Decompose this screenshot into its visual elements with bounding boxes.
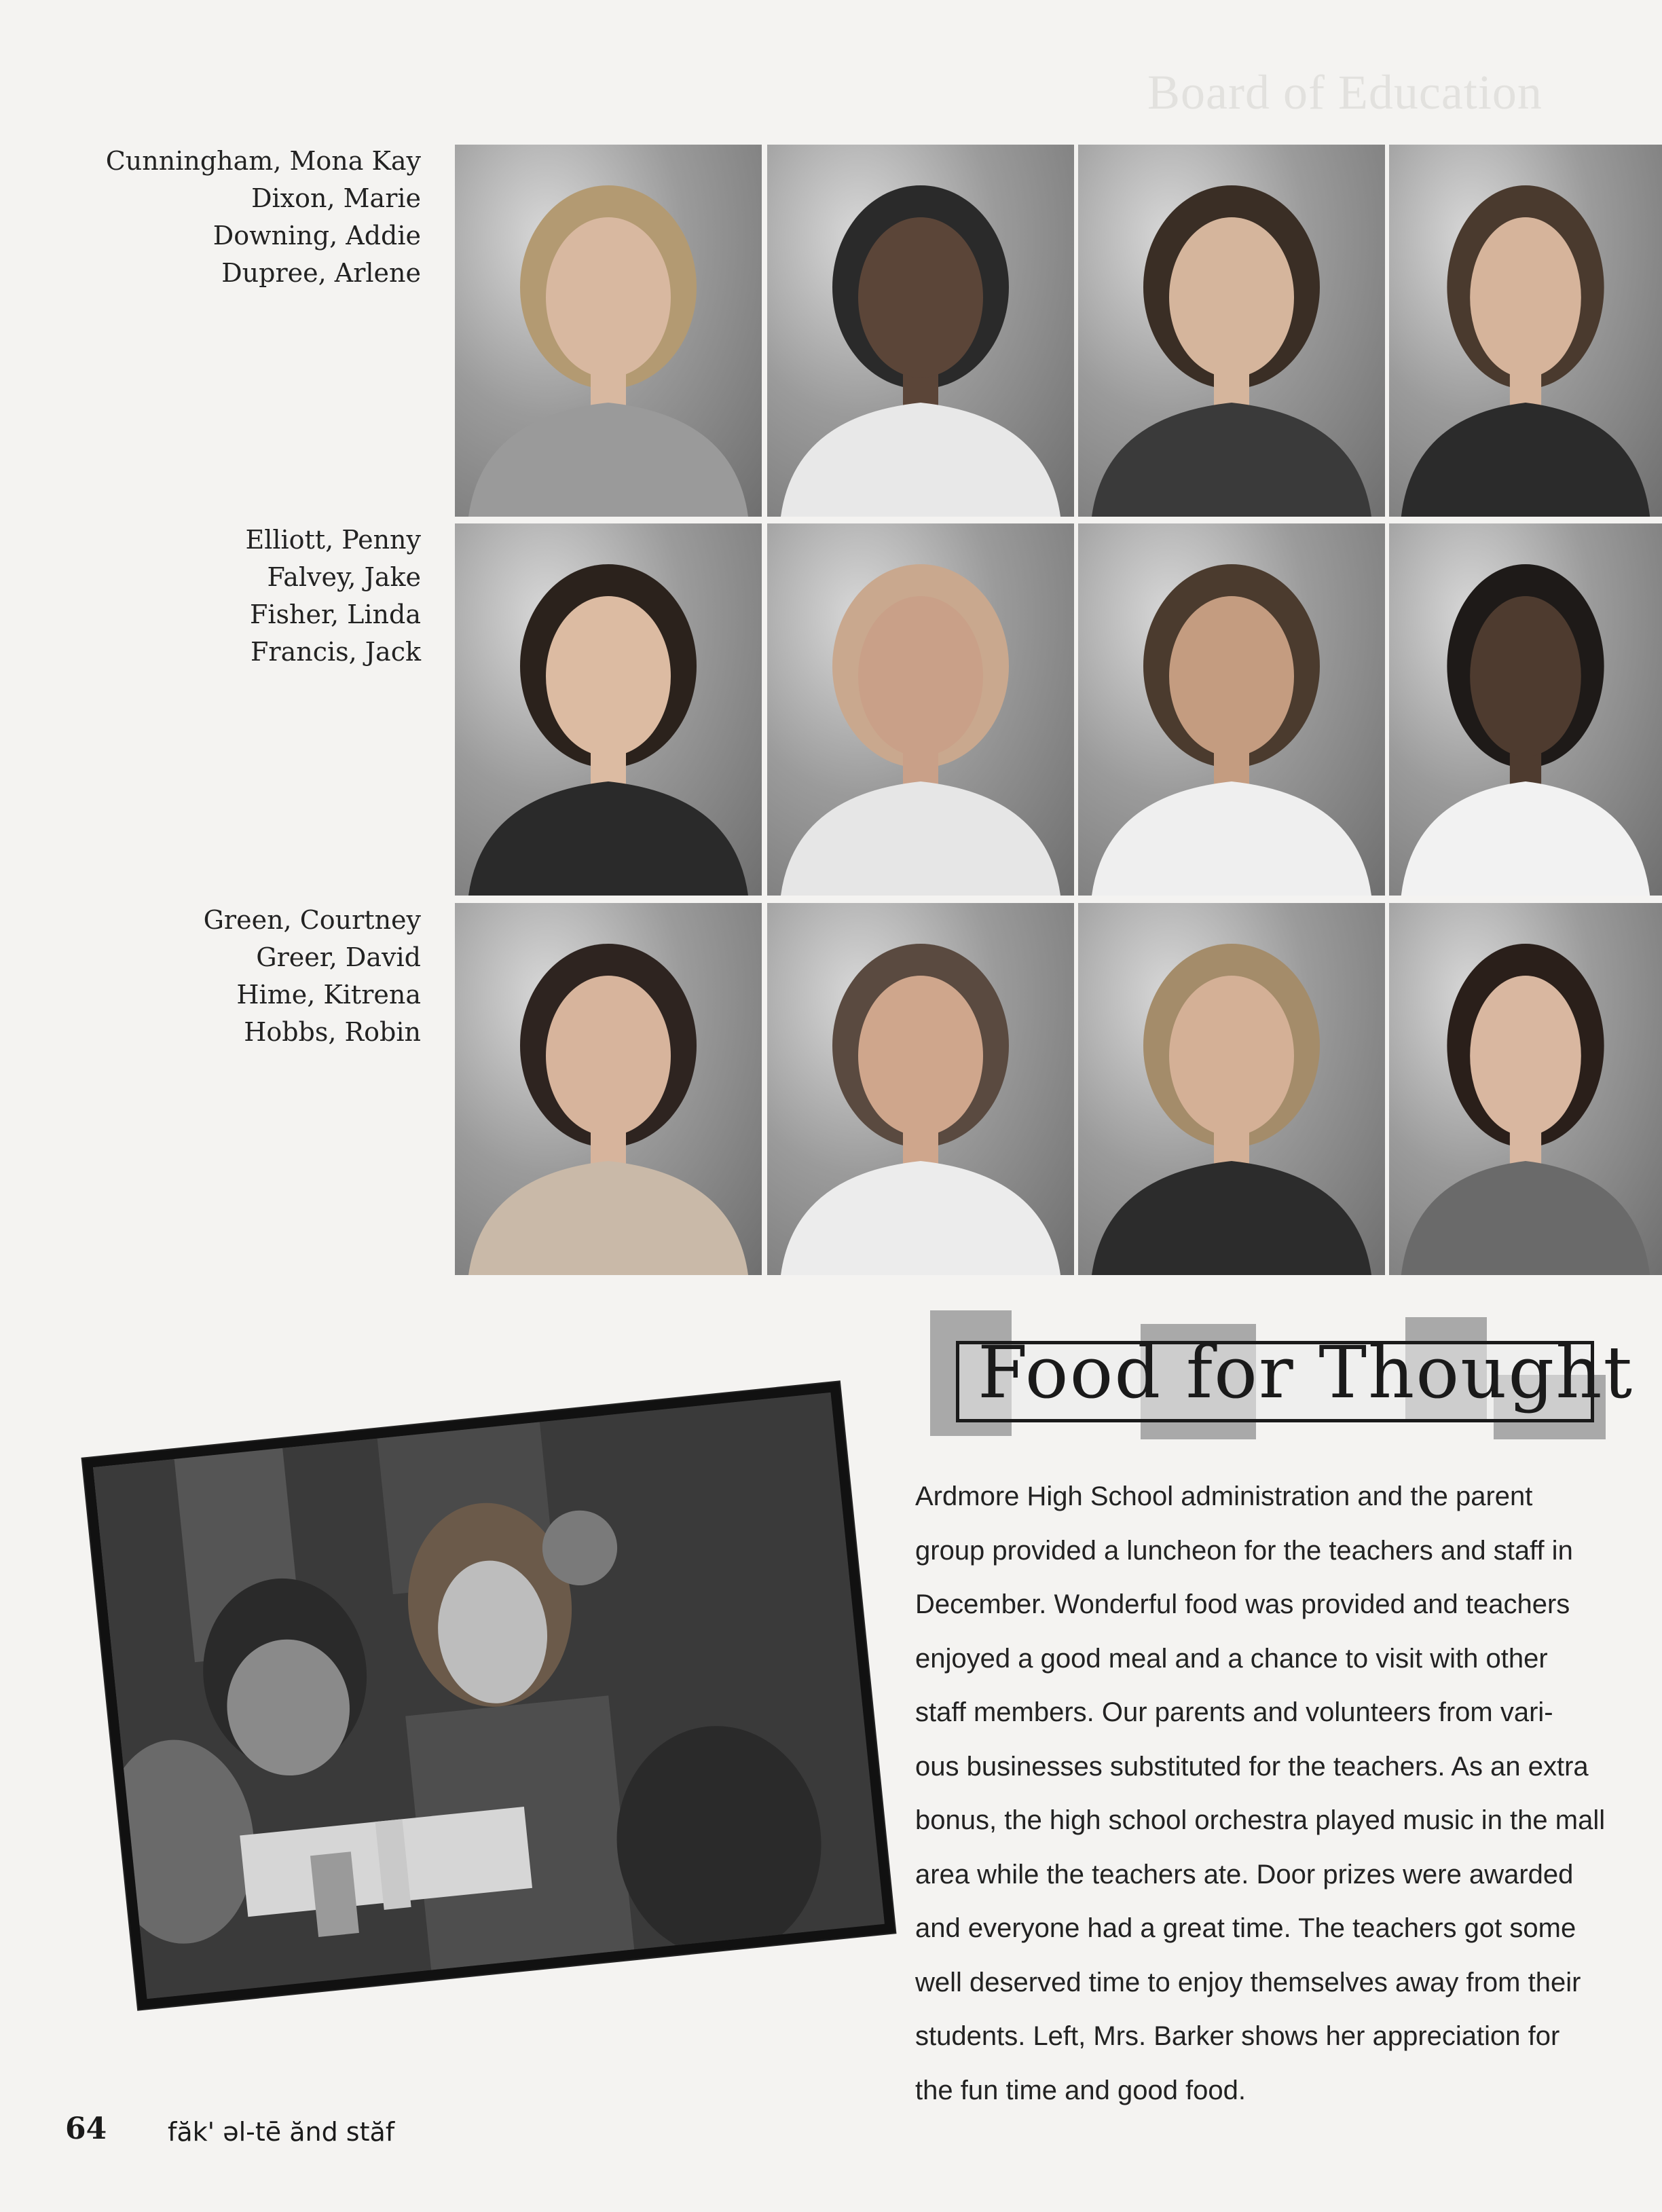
staff-portrait [767, 145, 1074, 517]
staff-portrait [455, 523, 762, 896]
feature-article [915, 1470, 1655, 2118]
article-line: bonus, the high school orchestra played music in the mall [915, 1805, 1606, 1835]
staff-portrait [1389, 523, 1662, 896]
staff-portrait [767, 903, 1074, 1275]
staff-portrait [455, 145, 762, 517]
section-label: făk' əl-tē ănd stăf [168, 2117, 395, 2147]
article-line: group provided a luncheon for the teachers and staff in [915, 1535, 1573, 1566]
staff-name: Dupree, Arlene [221, 258, 421, 288]
staff-name: Elliott, Penny [245, 525, 421, 555]
article-line: December. Wonderful food was provided and teachers [915, 1589, 1570, 1619]
staff-portrait [1389, 903, 1662, 1275]
staff-name: Francis, Jack [251, 637, 421, 667]
article-line: enjoyed a good meal and a chance to visit with other [915, 1643, 1548, 1674]
feature-title-block [930, 1310, 1634, 1446]
staff-portrait [1078, 523, 1385, 896]
page-number: 64 [65, 2112, 107, 2146]
staff-name: Hime, Kitrena [236, 980, 421, 1010]
article-line: the fun time and good food. [915, 2075, 1246, 2105]
feature-title: Food for Thought [978, 1331, 1634, 1414]
staff-name: Fisher, Linda [250, 600, 421, 629]
article-line: and everyone had a great time. The teachers got some [915, 1913, 1576, 1943]
article-line: Ardmore High School administration and the parent [915, 1481, 1533, 1511]
staff-name: Green, Courtney [203, 905, 421, 935]
staff-name: Hobbs, Robin [244, 1017, 421, 1047]
article-line: area while the teachers ate. Door prizes were awarded [915, 1859, 1574, 1890]
faint-page-heading: Board of Education [1147, 65, 1543, 119]
name-list-row-2 [41, 521, 421, 671]
luncheon-photo [83, 1382, 895, 2009]
staff-name: Downing, Addie [213, 221, 421, 251]
staff-portrait [1078, 903, 1385, 1275]
staff-portrait [455, 903, 762, 1275]
article-line: well deserved time to enjoy themselves away from their [915, 1967, 1581, 1997]
staff-name: Cunningham, Mona Kay [105, 146, 421, 176]
article-line: staff members. Our parents and volunteers from vari- [915, 1697, 1553, 1727]
article-line: ous businesses substituted for the teachers. As an extra [915, 1751, 1589, 1782]
article-line: students. Left, Mrs. Barker shows her appreciation for [915, 2021, 1560, 2051]
name-list-row-3 [41, 902, 421, 1051]
staff-portrait [767, 523, 1074, 896]
name-list-row-1 [41, 143, 421, 292]
staff-portrait [1078, 145, 1385, 517]
staff-name: Falvey, Jake [267, 562, 421, 592]
staff-portrait [1389, 145, 1662, 517]
staff-name: Greer, David [256, 942, 421, 972]
staff-name: Dixon, Marie [251, 183, 421, 213]
